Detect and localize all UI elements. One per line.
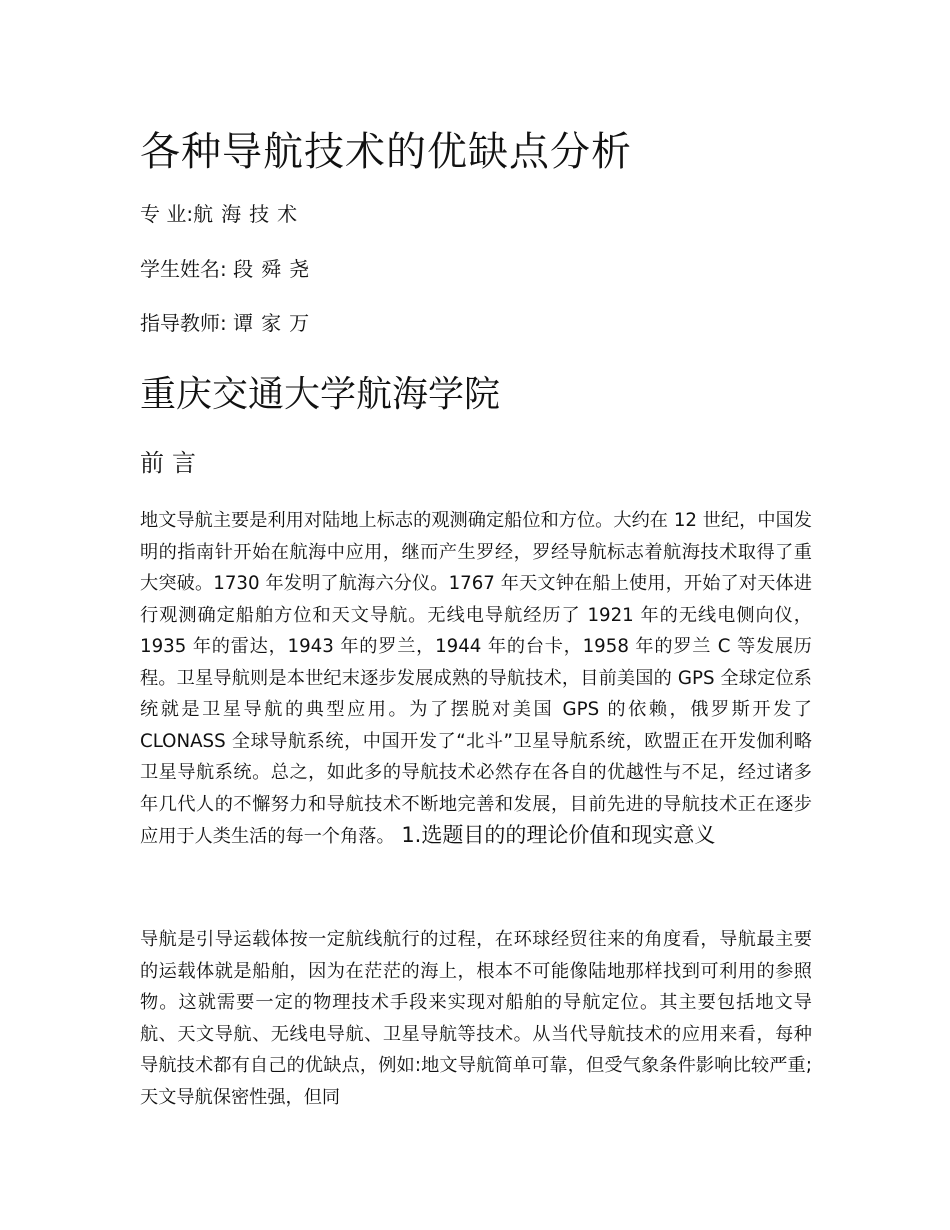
student-line — [140, 255, 317, 283]
document-title: 各种导航技术的优缺点分析 — [140, 129, 632, 175]
major-line — [140, 200, 305, 228]
advisor-line — [140, 309, 317, 337]
preface-heading: 前言 — [140, 449, 204, 477]
advisor-value: 谭家万 — [233, 311, 318, 335]
section-1-paragraph: 导航是引导运载体按一定航线航行的过程，在环球经贸往来的角度看，导航最主要的运载体就是船舶，因为在茫茫的海上，根本不可能像陆地那样找到可利用的参照物。这就需要一定的物理技术手段来实现对船舶的导航定位。其主要包括地文导航、天文导航、无线电导航、卫星导航等技术。从当代导航技术的应用来看，每种导航技术都有自己的优缺点，例如:地文导航简单可靠，但受气象条件影响比较严重;天文导航保密性强，但同 — [140, 929, 812, 1108]
student-value: 段舜尧 — [233, 257, 318, 281]
college-name: 重庆交通大学航海学院 — [140, 374, 501, 415]
major-label: 专 业: — [140, 202, 194, 226]
preface-paragraph — [140, 505, 812, 900]
advisor-label: 指导教师: — [140, 311, 234, 335]
major-value: 航海技术 — [193, 202, 306, 226]
student-label: 学生姓名: — [140, 257, 234, 281]
preface-text: 地文导航主要是利用对陆地上标志的观测确定船位和方位。大约在 12 世纪，中国发明的指南针开始在航海中应用，继而产生罗经，罗经导航标志着航海技术取得了重大突破。1730 年发明了航海六分仪。1767 年天文钟在船上使用，开始了对天体进行观测确定船舶方位和天文导航。无线电导航经历了 1921 年的无线电侧向仪，1935 年的雷达，1943 年的罗兰，1944 年的台卡，1958 年的罗兰 C 等发展历程。卫星导航则是本世纪末逐步发展成熟的导航技术，目前美国的 GPS 全球定位系统就是卫星导航的典型应用。为了摆脱对美国 GPS 的依赖，俄罗斯开发了 CLONASS 全球导航系统，中国开发了“北斗”卫星导航系统，欧盟正在开发伽利略卫星导航系统。总之，如此多的导航技术必然存在各自的优越性与不足，经过诸多年几代人的不懈努力和导航技术不断地完善和发展，目前先进的导航技术正在逐步应用于人类生活的每一个角落。 — [140, 510, 812, 847]
section-heading-1: 1.选题目的的理论价值和现实意义 — [394, 823, 716, 847]
